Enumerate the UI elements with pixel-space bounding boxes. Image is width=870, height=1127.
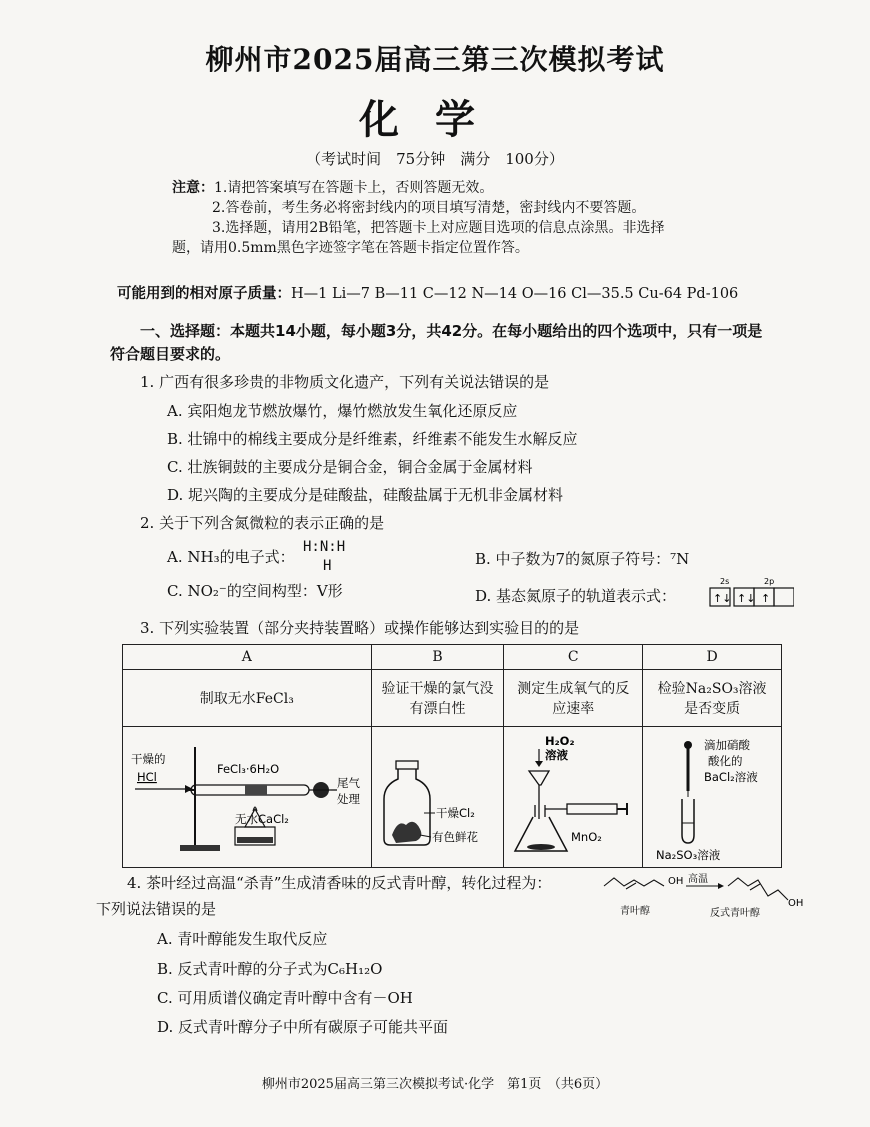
orbital-2p-label: 2p bbox=[764, 577, 775, 586]
nh3-formula-h: H bbox=[323, 558, 332, 574]
compound-name: 青叶醇 bbox=[620, 906, 650, 917]
notice-item: 2.答卷前，考生务必将密封线内的项目填写清楚，密封线内不要答题。 bbox=[212, 200, 646, 216]
apparatus-c bbox=[505, 727, 641, 863]
apparatus-b bbox=[372, 727, 502, 863]
apparatus-label: MnO₂ bbox=[571, 830, 603, 844]
svg-text:↑↓: ↑↓ bbox=[713, 592, 732, 605]
apparatus-label: 酸化的 bbox=[708, 754, 743, 768]
apparatus-c-cell bbox=[504, 727, 643, 868]
atomic-masses bbox=[117, 282, 738, 303]
apparatus-d-cell bbox=[643, 727, 782, 868]
apparatus-label: 有色鲜花 bbox=[432, 830, 479, 844]
orbital-2s-label: 2s bbox=[720, 577, 730, 586]
q4-stem: 4. 茶叶经过高温“杀青”生成清香味的反式青叶醇，转化过程为： bbox=[127, 874, 552, 892]
svg-text:↑↓: ↑↓ bbox=[737, 592, 756, 605]
apparatus-label: 尾气 bbox=[336, 776, 360, 790]
apparatus-label: BaCl₂溶液 bbox=[704, 770, 758, 784]
apparatus-label: FeCl₃·6H₂O bbox=[216, 762, 279, 776]
oh-label: OH bbox=[788, 898, 804, 909]
q1-option-a: A. 宾阳炮龙节燃放爆竹，爆竹燃放发生氧化还原反应 bbox=[167, 402, 518, 420]
notice-label: 注意： bbox=[172, 180, 214, 196]
apparatus-label: 干燥Cl₂ bbox=[436, 806, 476, 820]
table-cell: 检验Na₂SO₃溶液是否变质 bbox=[643, 670, 782, 727]
apparatus-label: 滴加硝酸 bbox=[704, 738, 751, 752]
table-cell: 制取无水FeCl₃ bbox=[123, 670, 372, 727]
oh-label: OH bbox=[668, 876, 684, 887]
notice-item: 1.请把答案填写在答题卡上，否则答题无效。 bbox=[214, 180, 494, 196]
q2-option-a: A. NH₃的电子式： bbox=[167, 548, 295, 566]
nh3-formula: H:N:H bbox=[303, 539, 346, 555]
q1-option-b: B. 壮锦中的棉线主要成分是纤维素，纤维素不能发生水解反应 bbox=[167, 430, 578, 448]
q4-option-a: A. 青叶醇能发生取代反应 bbox=[157, 930, 328, 948]
table-cell: 验证干燥的氯气没有漂白性 bbox=[371, 670, 504, 727]
atomic-masses-values: H—1 Li—7 B—11 C—12 N—14 O—16 Cl—35.5 Cu-64 Pd-106 bbox=[291, 286, 739, 302]
apparatus-label: HCl bbox=[136, 770, 157, 784]
apparatus-label: Na₂SO₃溶液 bbox=[656, 848, 721, 862]
subject-title: 化学 bbox=[359, 96, 511, 143]
q1-option-c: C. 壮族铜鼓的主要成分是铜合金，铜合金属于金属材料 bbox=[167, 458, 533, 476]
table-header: B bbox=[371, 645, 504, 670]
notice-item: 题，请用0.5mm黑色字迹签字笔在答题卡指定位置作答。 bbox=[172, 240, 529, 256]
reaction-scheme bbox=[600, 870, 810, 922]
apparatus-label: 干燥的 bbox=[130, 752, 166, 766]
table-header: D bbox=[643, 645, 782, 670]
notice-line-1 bbox=[172, 178, 493, 198]
apparatus-label: 溶液 bbox=[545, 748, 569, 762]
reaction-condition: 高温 bbox=[688, 874, 708, 885]
apparatus-b-cell bbox=[371, 727, 504, 868]
apparatus-label: 处理 bbox=[336, 792, 360, 806]
atomic-masses-label: 可能用到的相对原子质量： bbox=[117, 286, 291, 302]
table-header: C bbox=[504, 645, 643, 670]
table-cell: 测定生成氧气的反应速率 bbox=[504, 670, 643, 727]
section-heading: 一、选择题：本题共14小题，每小题3分，共42分。在每小题给出的四个选项中，只有一项是 bbox=[140, 322, 763, 340]
q1-stem: 1. 广西有很多珍贵的非物质文化遗产，下列有关说法错误的是 bbox=[140, 373, 550, 391]
experiment-table bbox=[122, 644, 782, 868]
q4-option-d: D. 反式青叶醇分子中所有碳原子可能共平面 bbox=[157, 1018, 449, 1036]
apparatus-a bbox=[125, 727, 369, 863]
q2-stem: 2. 关于下列含氮微粒的表示正确的是 bbox=[140, 514, 385, 532]
q1-option-d: D. 坭兴陶的主要成分是硅酸盐，硅酸盐属于无机非金属材料 bbox=[167, 486, 564, 504]
q4-option-c: C. 可用质谱仪确定青叶醇中含有－OH bbox=[157, 989, 413, 1007]
apparatus-label: H₂O₂ bbox=[545, 734, 575, 748]
q4-stem-cont: 下列说法错误的是 bbox=[96, 900, 217, 918]
section-heading-cont: 符合题目要求的。 bbox=[110, 345, 231, 363]
table-header: A bbox=[123, 645, 372, 670]
q2-option-d: D. 基态氮原子的轨道表示式： bbox=[475, 587, 677, 605]
compound-name: 反式青叶醇 bbox=[710, 908, 760, 919]
apparatus-a-cell bbox=[123, 727, 372, 868]
q4-option-b: B. 反式青叶醇的分子式为C₆H₁₂O bbox=[157, 960, 383, 978]
apparatus-label: 无水CaCl₂ bbox=[234, 812, 289, 826]
orbital-diagram bbox=[708, 576, 794, 610]
exam-title: 柳州市2025届高三第三次模拟考试 bbox=[205, 43, 665, 76]
q2-option-c: C. NO₂⁻的空间构型：V形 bbox=[167, 582, 343, 600]
apparatus-d bbox=[644, 727, 780, 863]
exam-info: （考试时间 75分钟 满分 100分） bbox=[306, 150, 564, 168]
q2-option-b: B. 中子数为7的氮原子符号：⁷N bbox=[475, 550, 690, 568]
svg-text:↑: ↑ bbox=[761, 592, 771, 605]
page-footer: 柳州市2025届高三第三次模拟考试·化学 第1页 （共6页） bbox=[261, 1077, 609, 1092]
notice-item: 3.选择题，请用2B铅笔，把答题卡上对应题目选项的信息点涂黑。非选择 bbox=[212, 220, 665, 236]
q3-stem: 3. 下列实验装置（部分夹持装置略）或操作能够达到实验目的的是 bbox=[140, 619, 580, 637]
